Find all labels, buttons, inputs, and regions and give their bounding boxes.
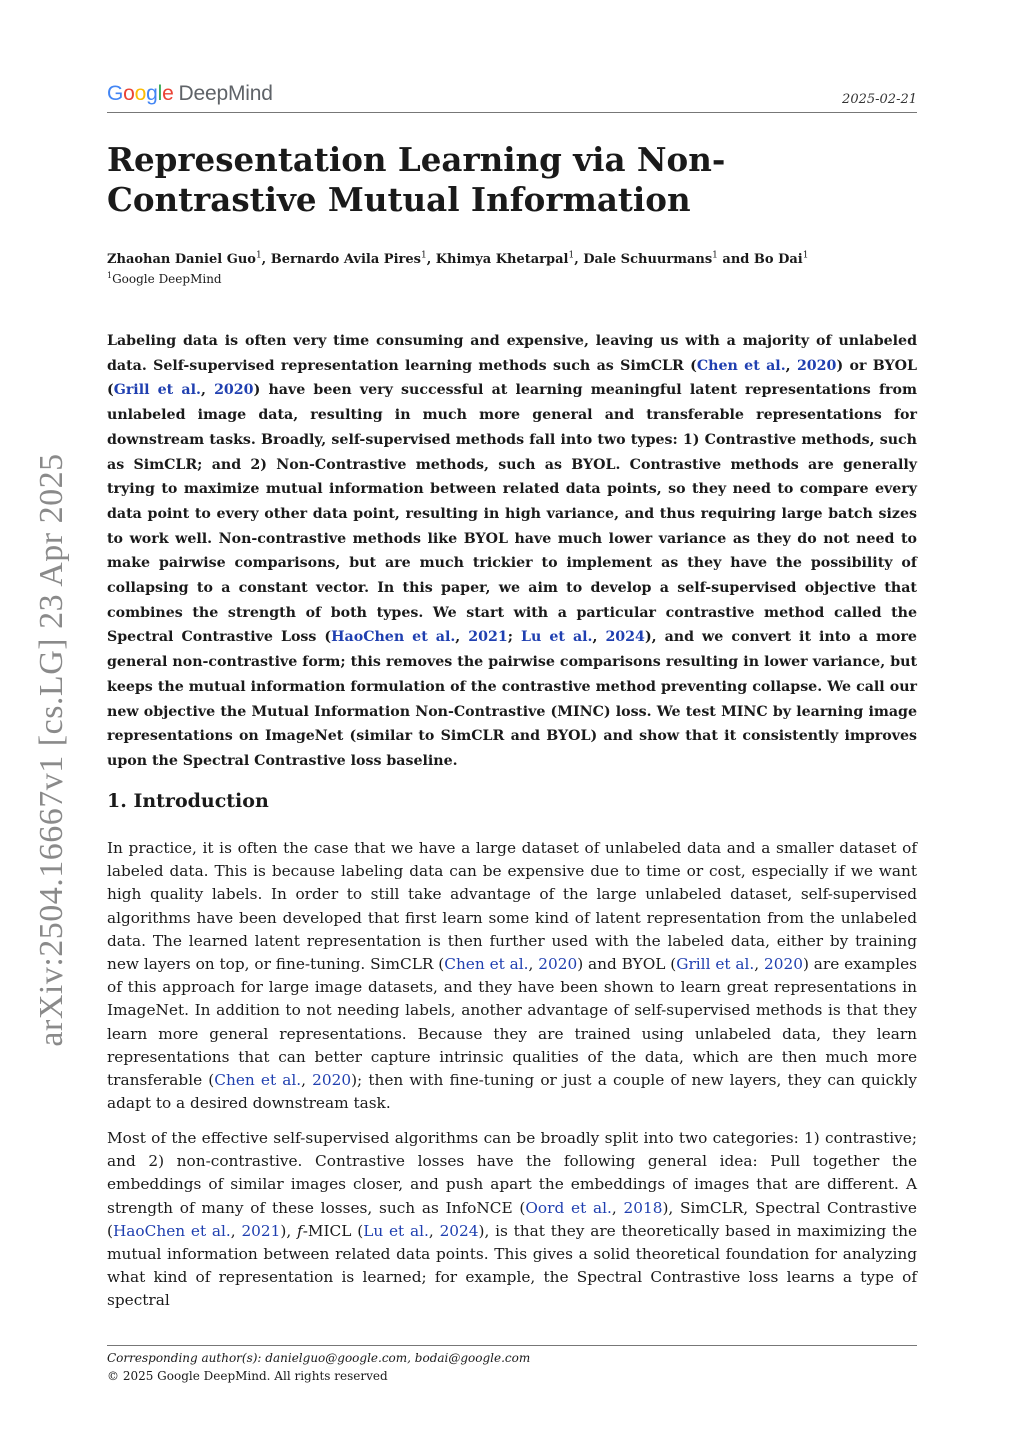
intro-paragraph-2 [107,1127,917,1313]
citation-link[interactable]: HaoChen et al. [331,629,456,646]
paragraph-text: ; [507,629,522,646]
citation-link[interactable]: Chen et al. [696,357,786,374]
citation-link[interactable]: 2020 [312,1071,352,1090]
paragraph-text: ) are examples of this approach for large image datasets, and they have been shown to learn great representations in ImageNet. In addition to not needing labels, another advantage of self-supervised methods is that they learn more general representations. Because they are trained using unlabeled data, they learn representations that can better capture intrinsic qualities of the data, which are then much more transferable ( [107,955,918,1090]
paragraph-text: , [428,1221,440,1240]
citation-link[interactable]: 2018 [623,1198,663,1217]
citation-link[interactable]: 2024 [439,1221,479,1240]
citation-link[interactable]: Chen et al. [444,955,529,974]
paragraph-text: , [754,955,764,974]
footer-divider [107,1345,917,1346]
paragraph-text: , [301,1071,313,1090]
abstract [107,329,917,774]
google-deepmind-logo: Google DeepMind [107,82,273,105]
author: Dale Schuurmans$^1$ and [583,251,754,268]
citation-link[interactable]: 2024 [605,629,645,646]
paragraph-text: ), is that they are theoretically based in maximizing the mutual information between related data points. This gives a solid theoretical foundation for analyzing what kind of representation is learned; for example, the Spectral Contrastive loss learns a type of spectral [107,1221,918,1310]
paragraph-text: , [611,1198,624,1217]
corresponding-authors: Corresponding author(s): danielguo@google.com, bodai@google.com [107,1351,531,1365]
paragraph-text: f [297,1221,303,1240]
citation-link[interactable]: 2020 [538,955,578,974]
intro-paragraph-1 [107,837,917,1115]
paragraph-text: In practice, it is often the case that we have a large dataset of unlabeled data and a smaller dataset of labeled data. This is because labeling data can be expensive due to time or cost, especially if we want high quality labels. In order to still take advantage of the large unlabeled dataset, self-supervised algorithms have been developed that first learn some kind of latent representation from the unlabeled data. The learned latent representation is then further used with the labeled data, either by training new layers on top, or fine-tuning. SimCLR ( [107,839,917,974]
citation-link[interactable]: Grill et al. [676,955,755,974]
paragraph-text: , [528,955,539,974]
citation-link[interactable]: 2021 [241,1221,281,1240]
section-heading-introduction: 1. Introduction [107,790,269,812]
paragraph-text: ) or BYOL ( [107,357,917,399]
citation-link[interactable]: Chen et al. [214,1071,302,1090]
citation-link[interactable]: 2020 [796,357,837,374]
citation-link[interactable]: Grill et al. [113,382,201,399]
author: Bernardo Avila Pires$^1$, [270,251,436,268]
citation-link[interactable]: 2020 [764,955,803,974]
paragraph-text: ) and BYOL ( [577,955,677,974]
logo-deepmind-text: DeepMind [178,82,273,105]
author-list [107,246,917,270]
paragraph-text: , [785,357,797,374]
author: Khimya Khetarpal$^1$, [435,251,584,268]
author: Bo Dai$^1$ [753,251,809,268]
citation-link[interactable]: 2020 [214,382,254,399]
copyright-notice: © 2025 Google DeepMind. All rights reserved [107,1369,388,1383]
citation-link[interactable]: HaoChen et al. [112,1221,231,1240]
citation-link[interactable]: Oord et al. [525,1198,612,1217]
paragraph-text: Labeling data is often very time consuming and expensive, leaving us with a majority of unlabeled data. Self-supervised representation learning methods such as SimCLR ( [107,333,917,374]
paragraph-text: ), and we convert it into a more general non-contrastive form; this removes the pairwise comparisons resulting in lower variance, but keeps the mutual information formulation of the contrastive method preventing collapse. We call our new objective the Mutual Information Non-Contrastive (MINC) loss. We test MINC by learning image representations on ImageNet (similar to SimCLR and BYOL) and show that it consistently improves upon the Spectral Contrastive loss baseline. [107,629,917,769]
paragraph-text: , [592,629,606,646]
arxiv-stamp: arXiv:2504.16667v1 [cs.LG] 23 Apr 2025 [33,453,70,1047]
citation-link[interactable]: 2021 [468,629,508,646]
author: Zhaohan Daniel Guo$^1$, [107,251,271,268]
paragraph-text: ) have been very successful at learning meaningful latent representations from unlabeled image data, resulting in much more general and transferable representations for downstream tasks. Broadly, self-supervised methods fall into two types: 1) Contrastive methods, such as SimCLR; and 2) Non-Contrastive methods, such as BYOL. Contrastive methods are generally trying to maximize mutual information between related data points, so they need to compare every data point to every other data point, resulting in high variance, and thus requiring large batch sizes to work well. Non-contrastive methods like BYOL have much lower variance as they do not need to make pairwise comparisons, but are much trickier to implement as they have the possibility of collapsing to a constant vector. In this paper, we aim to develop a self-supervised objective that combines the strength of both types. We start with a particular contrastive method called the Spectral Contrastive Loss ( [107,382,917,646]
paragraph-text: ), SimCLR, Spectral Contrastive ( [107,1198,917,1240]
paragraph-text: , [230,1221,242,1240]
paragraph-text: ); then with fine-tuning or just a couple of new layers, they can quickly adapt to a desired downstream task. [107,1071,917,1113]
paper-date: 2025-02-21 [842,92,917,107]
paragraph-text: -MICL ( [302,1221,364,1240]
citation-link[interactable]: Lu et al. [363,1221,429,1240]
paragraph-text: , [200,382,215,399]
paper-title: Representation Learning via Non-Contrastive Mutual Information [107,140,726,219]
paragraph-text: Most of the effective self-supervised algorithms can be broadly split into two categories: 1) contrastive; and 2) non-contrastive. Contrastive losses have the following general idea: Pull together the embeddings of similar images closer, and push apart the embeddings of images that are different. A strength of many of these losses, such as InfoNCE ( [107,1129,917,1217]
paragraph-text: ), [280,1221,298,1240]
affiliation: $^1$Google DeepMind [107,271,222,286]
citation-link[interactable]: Lu et al. [521,629,593,646]
paragraph-text: , [455,629,469,646]
header-divider [107,112,917,113]
